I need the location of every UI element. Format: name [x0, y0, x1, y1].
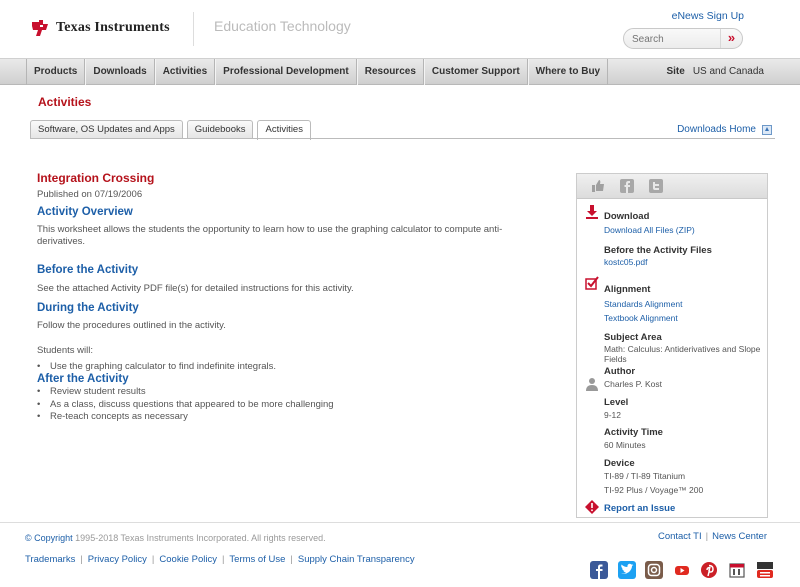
overview-text: This worksheet allows the students the opportunity to learn how to use the graphing calculator to compute anti-derivatives.	[37, 224, 503, 247]
author-label: Author	[604, 366, 636, 377]
level-label: Level	[604, 397, 629, 408]
downloads-home-link[interactable]	[677, 124, 772, 135]
download-icon	[585, 205, 599, 222]
activity-sidebar	[576, 173, 768, 518]
before-text: See the attached Activity PDF file(s) for detailed instructions for this activity.	[37, 283, 354, 294]
pinterest-icon[interactable]	[700, 561, 718, 579]
site-selector[interactable]	[666, 59, 764, 85]
before-heading: Before the Activity	[37, 264, 139, 276]
during-text: Follow the procedures outlined in the activity.	[37, 320, 226, 331]
site-value: US and Canada	[692, 66, 764, 77]
time-label: Activity Time	[604, 427, 663, 438]
footer-links	[25, 554, 415, 565]
subject-value: Math: Calculus: Antiderivatives and Slope Fields	[604, 344, 761, 364]
textbook-alignment-link[interactable]: Textbook Alignment	[604, 313, 678, 323]
separator: |	[80, 554, 83, 565]
supply-chain-link[interactable]: Supply Chain Transparency	[297, 554, 415, 565]
time-value: 60 Minutes	[604, 440, 646, 450]
calendar-icon[interactable]	[728, 561, 746, 579]
twitter-icon[interactable]	[649, 179, 663, 193]
enews-signup-link[interactable]: eNews Sign Up	[671, 10, 744, 22]
after-list	[37, 386, 507, 424]
facebook-icon[interactable]	[590, 561, 608, 579]
device-label: Device	[604, 458, 635, 469]
cookie-policy-link[interactable]: Cookie Policy	[159, 554, 217, 565]
copyright-text: 1995-2018 Texas Instruments Incorporated. All rights reserved.	[75, 533, 326, 543]
search-submit-icon[interactable]: »	[720, 29, 742, 48]
nav-item-where-to-buy[interactable]: Where to Buy	[528, 59, 608, 85]
nav-item-customer-support[interactable]: Customer Support	[424, 59, 528, 85]
level-value: 9-12	[604, 410, 622, 420]
ti-logo-icon	[30, 18, 50, 38]
separator: |	[290, 554, 293, 565]
device-value-1: TI-89 / TI-89 Titanium	[604, 471, 686, 481]
list-item: • Review student results	[37, 386, 507, 399]
nav-item-activities[interactable]: Activities	[155, 59, 215, 85]
main-nav	[0, 58, 800, 85]
nav-item-resources[interactable]: Resources	[357, 59, 424, 85]
during-heading: During the Activity	[37, 302, 139, 314]
separator: |	[705, 531, 709, 542]
youtube-logo-icon[interactable]	[756, 561, 774, 579]
terms-of-use-link[interactable]: Terms of Use	[229, 554, 286, 565]
device-value-2: TI-92 Plus / Voyage™ 200	[604, 485, 704, 495]
contact-ti-link[interactable]: Contact TI	[657, 531, 702, 542]
nav-item-products[interactable]: Products	[26, 59, 85, 85]
news-center-link[interactable]: News Center	[712, 531, 767, 542]
twitter-icon[interactable]	[618, 561, 636, 579]
home-icon	[762, 125, 772, 135]
site-label: Site	[666, 66, 685, 77]
published-date: Published on 07/19/2006	[37, 189, 143, 200]
during-list	[37, 361, 507, 374]
share-bar	[577, 174, 767, 199]
tab-guidebooks[interactable]: Guidebooks	[187, 120, 254, 139]
standards-alignment-link[interactable]: Standards Alignment	[604, 299, 683, 309]
separator: |	[151, 554, 155, 565]
author-value: Charles P. Kost	[604, 379, 662, 389]
footer-contact	[658, 531, 767, 542]
brand-name: Texas Instruments	[56, 20, 170, 35]
ti-logo[interactable]	[30, 18, 170, 38]
thumbs-up-icon[interactable]	[591, 179, 605, 193]
nav-item-professional-development[interactable]: Professional Development	[215, 59, 357, 85]
report-issue-link[interactable]: Report an Issue	[604, 503, 676, 514]
tab-software-updates[interactable]: Software, OS Updates and Apps	[30, 120, 183, 139]
nav-item-downloads[interactable]: Downloads	[85, 59, 154, 85]
page-title: Activities	[38, 95, 92, 109]
section-title: Education Technology	[214, 18, 351, 34]
alert-icon	[585, 500, 599, 517]
copyright-link[interactable]: © Copyright	[25, 533, 73, 543]
separator: |	[221, 554, 225, 565]
tab-divider	[30, 138, 775, 139]
activity-title: Integration Crossing	[37, 171, 155, 185]
youtube-icon[interactable]	[673, 561, 691, 579]
alignment-label: Alignment	[604, 284, 651, 295]
privacy-policy-link[interactable]: Privacy Policy	[87, 554, 147, 565]
copyright	[25, 533, 326, 543]
overview-heading: Activity Overview	[37, 206, 133, 218]
after-heading: After the Activity	[37, 372, 129, 385]
list-item: • Use the graphing calculator to find indefinite integrals.	[37, 361, 507, 374]
downloads-home-label: Downloads Home	[677, 124, 756, 135]
activity-content	[37, 171, 507, 424]
download-all-link[interactable]: Download All Files (ZIP)	[604, 225, 695, 235]
footer-divider	[0, 522, 800, 523]
search-box	[623, 28, 743, 49]
download-label: Download	[604, 211, 650, 222]
facebook-icon[interactable]	[620, 179, 634, 193]
before-file-link[interactable]: kostc05.pdf	[604, 257, 648, 267]
tab-activities[interactable]: Activities	[257, 120, 310, 140]
list-item: • As a class, discuss questions that appeared to be more challenging	[37, 399, 507, 412]
search-input[interactable]	[632, 32, 720, 46]
instagram-icon[interactable]	[645, 561, 663, 579]
author-icon	[585, 377, 599, 394]
list-item: • Re-teach concepts as necessary	[37, 411, 507, 424]
subject-label: Subject Area	[604, 332, 662, 343]
before-files-label: Before the Activity Files	[604, 245, 712, 256]
download-tabs	[30, 120, 315, 139]
social-links	[590, 561, 783, 579]
trademarks-link[interactable]: Trademarks	[25, 554, 76, 565]
students-will: Students will:	[37, 345, 93, 356]
site-header	[0, 0, 800, 58]
checkbox-icon	[585, 276, 599, 293]
header-divider	[193, 12, 194, 46]
